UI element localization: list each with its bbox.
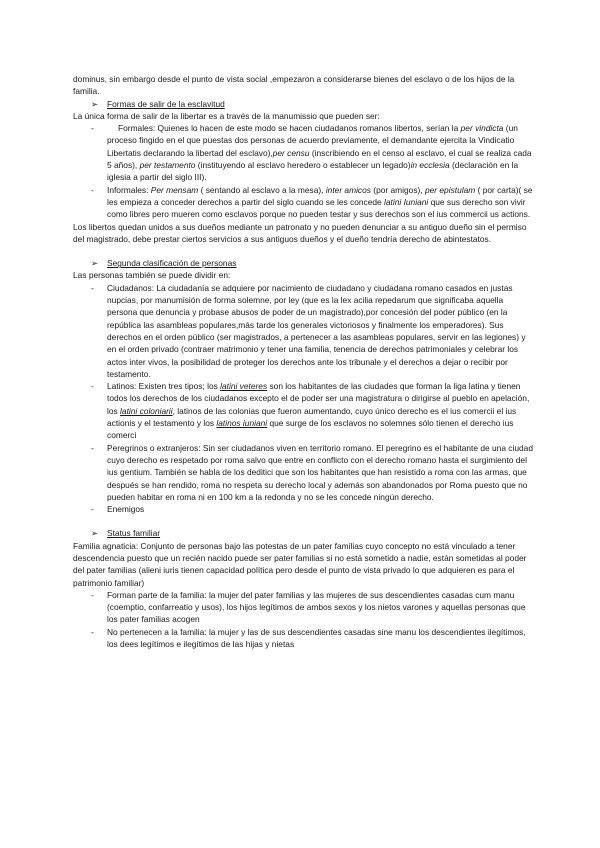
list-item: - Ciudadanos: La ciudadanía se adquiere por nacimiento de ciudadano y ciudadana romano casados en justas nupcias, por manumisión de forma solemne, por ley (que es la lex acilia repedarum que significaba aquella persona que denuncia y probase abusos de poder de un magistrado),por concesión del poder público (en la república las asambleas populares,más tarde los generales victoriosos y finalmente los emperadores). Sus derechos en el orden público (ser magistrados, a pertenecer a las asambleas populares, servir en las legiones) y en el orden privado (contraer matrimonio y tener una familia, tenencia de derechos patrimoniales y celebrar los actos inter vivos, la posibilidad de proteger los derechos ante los tribunale y el derechos a dejar o recibir por testamento. xyxy=(91,282,526,379)
list-item: - Latinos: Existen tres tipos; los latini veteres son los habitantes de las ciudades que forman la liga latina y tienen todos los derechos de los ciudadanos excepto el de poder ser una magistratura o dirigirse al pueblo en apelación, los latini coloniarii, latinos de las colonias que fueron aumentando, cuyo único derecho es el ius comercii el ius actionis y el testamento y los latinos iuniani que surge de los esclavos no solemnes sólo tienen el derecho ius comerci xyxy=(91,381,530,441)
dash-bullet: - xyxy=(91,589,94,600)
arrow-bullet-icon: ➢ xyxy=(91,258,99,269)
list-item: - Peregrinos o extranjeros: Sin ser ciudadanos viven en territorio romano. El peregrino es el habitante de una ciudad cuyo derecho es respetado por roma salvo que entre en conflicto con el derecho romano hasta el surgimiento del ius gentium. También se habla de los deditici que son los habitantes que han resistido a roma con las armas, que después se han rendido, roma no respeta su derecho local y además son abandonados por Roma puesto que no pueden habitar en roma ni en 100 km a la redonda y no se les concede ningún derecho. xyxy=(91,442,533,502)
list-item: - No pertenecen a la familia: la mujer y las de sus descendientes casadas sine manu los descendientes ilegítimos, los dees legítimos e ilegítimos de las hijas y nietas xyxy=(91,626,526,650)
list-item: - Enemigos xyxy=(91,504,145,515)
document-body xyxy=(73,73,533,650)
paragraph-familia-agnaticia: Familia agnaticia: Conjunto de personas bajo las potestas de un pater familias cuyo concepto no está vinculado a tener descendencia puesto que un recién nacido puede ser pater familias si no está sometido a nadie, están sometidas al poder del pater familias (alieni iuris tienen capacidad política pero desde el punto de vista privado lo que adquieren es para el patrimonio familiar) xyxy=(73,540,527,588)
list-manumissio xyxy=(73,122,533,220)
arrow-bullet-icon: ➢ xyxy=(91,98,99,109)
list-item: - Formales: Quienes lo hacen de este modo se hacen ciudadanos romanos libertos, serían la per vindicta (un proceso fingido en el que puestas dos personas de acuerdo previamente, el demandante ejercita la Vindicatio Libertatis declarando la libertad del esclavo),per censu (inscribiendo en el censo al esclavo, el cual se realiza cada 5 años), per testamento (instituyendo al esclavo heredero o establecer un legado)in ecclesia (declaración en la iglesia a partir del siglo III). xyxy=(91,123,532,183)
list-item: - Informales: Per mensam ( sentando al esclavo a la mesa), inter amicos (por amigos), per epistulam ( por carta)( se les empieza a conceder derechos a partir del siglo cuando se les concede latini Iuniani que sus derecho son vivir como libres pero mueren como esclavos porque no pueden testar y sus derechos son el ius commercii us actions. xyxy=(91,184,533,220)
list-item: - Forman parte de la familia: la mujer del pater familias y las mujeres de sus descendientes casadas cum manu (coemptio, confarreatio y usos), los hijos legítimos de ambos sexos y los nietos varones y aquellas personas que los pater familias acogen xyxy=(91,589,526,625)
dash-bullet: - xyxy=(91,184,94,195)
section-heading-status-familiar: ➢ Status familiar xyxy=(91,528,161,539)
section-heading-esclavitud: ➢ Formas de salir de la esclavitud xyxy=(91,98,225,109)
list-familia xyxy=(73,589,533,650)
list-personas xyxy=(73,282,533,516)
dash-bullet: - xyxy=(91,504,94,515)
paragraph-intro: dominus, sin embargo desde el punto de vista social ,empezaron a considerarse bienes del esclavo o de los hijos de la familia. xyxy=(73,74,515,97)
paragraph-manumissio: La única forma de salir de la libertar es a través de la manumissio que pueden ser: xyxy=(73,110,380,121)
dash-bullet: - xyxy=(91,442,94,453)
dash-bullet: - xyxy=(91,626,94,637)
dash-bullet: - xyxy=(91,381,94,392)
paragraph-personas: Las personas también se puede dividir en: xyxy=(73,270,231,281)
arrow-bullet-icon: ➢ xyxy=(91,528,99,539)
paragraph-libertos: Los libertos quedan unidos a sus dueños mediante un patronato y no pueden denunciar a su antiguo dueño sin el permiso del magistrado, debe prestar ciertos servicios a sus antiguos dueños y el dueño tendría derecho de abintestatos. xyxy=(73,221,527,244)
dash-bullet: - xyxy=(91,123,94,134)
dash-bullet: - xyxy=(91,282,94,293)
section-heading-clasificacion: ➢ Segunda clasificación de personas xyxy=(91,258,237,269)
